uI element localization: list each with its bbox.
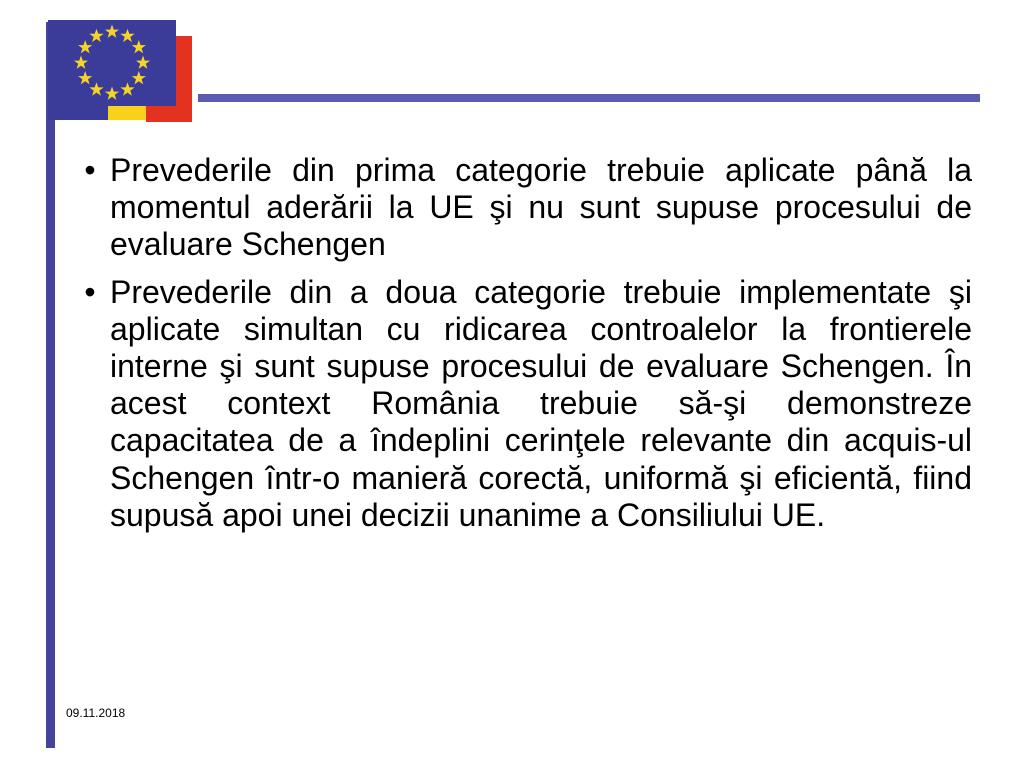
- bullet-list: [70, 152, 972, 544]
- list-item: [70, 152, 972, 264]
- left-accent-bar: [46, 22, 55, 748]
- top-accent-line: [198, 94, 980, 102]
- bullet-text: Prevederile din a doua categorie trebuie implementate şi aplicate simultan cu ridicarea controalelor la frontierele interne şi sunt supuse procesului de evaluare Schengen. În acest context România trebuie să-şi demonstreze capacitatea de a îndeplini cerinţele relevante din acquis-ul Schengen într-o manieră corectă, uniformă şi eficientă, fiind supusă apoi unei decizii unanime a Consiliului UE.: [110, 273, 972, 533]
- bullet-marker: •: [84, 152, 96, 188]
- bullet-marker: •: [84, 273, 96, 310]
- slide-date: 09.11.2018: [66, 706, 126, 720]
- eu-romania-flag-logo-icon: [46, 18, 196, 126]
- list-item: [70, 274, 972, 534]
- bullet-text: Prevederile din prima categorie trebuie aplicate până la momentul aderării la UE şi nu sunt supuse procesului de evaluare Schengen: [110, 152, 972, 263]
